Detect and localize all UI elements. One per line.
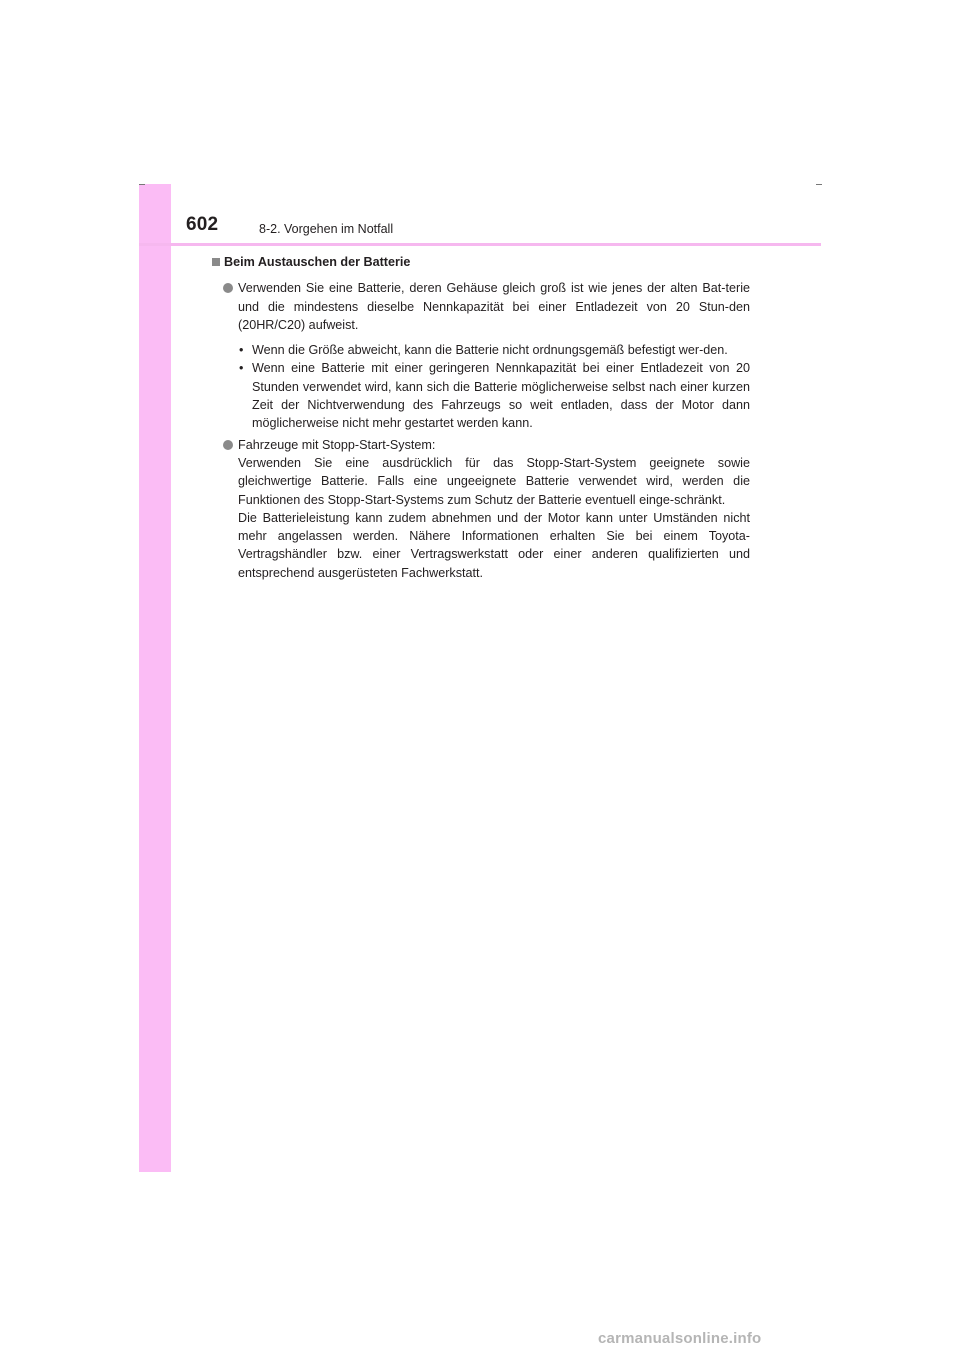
header-divider [139,243,821,246]
sub-list-item [212,341,750,359]
watermark-text: carmanualsonline.info [598,1330,762,1347]
bullet-text: Verwenden Sie eine Batterie, deren Gehäuse gleich groß ist wie jenes der alten Bat-terie und die mindestens dieselbe Nennkapazität bei einer Entladezeit von 20 Stun-den (20HR/C20) aufweist. [238,281,750,332]
sub-item-text: Wenn eine Batterie mit einer geringeren Nennkapazität bei einer Entladezeit von 20 Stunden verwendet wird, kann sich die Batterie möglicherweise selbst nach einer kurzen Zeit der Nichtverwendung des Fahrzeugs so weit entladen, dass der Motor dann möglicherweise nicht mehr gestartet werden kann. [252,361,750,431]
circle-bullet-icon [223,440,233,450]
sub-list-item [212,359,750,432]
subsection-heading [212,253,750,271]
section-title: 8-2. Vorgehen im Notfall [259,222,394,236]
list-item [212,279,750,334]
square-bullet-icon [212,258,220,266]
chapter-sidebar-strip [139,184,171,1172]
bullet-paragraph: Die Batterieleistung kann zudem abnehmen und der Motor kann unter Umständen nicht mehr angelassen werden. Nähere Informationen erhalten Sie bei einem Toyota-Vertragshändler bzw. einer Vertragswerkstatt oder einer anderen qualifizierten und entsprechend ausgerüsteten Fachwerkstatt. [238,510,750,580]
circle-bullet-icon [223,283,233,293]
list-item [212,436,750,582]
heading-text: Beim Austauschen der Batterie [224,255,411,269]
sub-item-text: Wenn die Größe abweicht, kann die Batterie nicht ordnungsgemäß befestigt wer-den. [252,343,728,358]
crop-mark [139,184,145,185]
bullet-paragraph: Verwenden Sie eine ausdrücklich für das Stopp-Start-System geeignete sowie gleichwertige Batterie. Falls eine ungeeignete Batterie verwendet wird, werden die Funktionen des Stopp-Start-Systems zum Schutz der Batterie eventuell einge-schränkt. [238,455,750,507]
bullet-title: Fahrzeuge mit Stopp-Start-System: [238,437,436,452]
sub-list [212,341,750,432]
page-content [212,253,750,589]
page-number: 602 [186,214,219,235]
dot-marker: • [239,343,244,358]
crop-mark [816,184,822,185]
dot-marker: • [239,361,244,376]
